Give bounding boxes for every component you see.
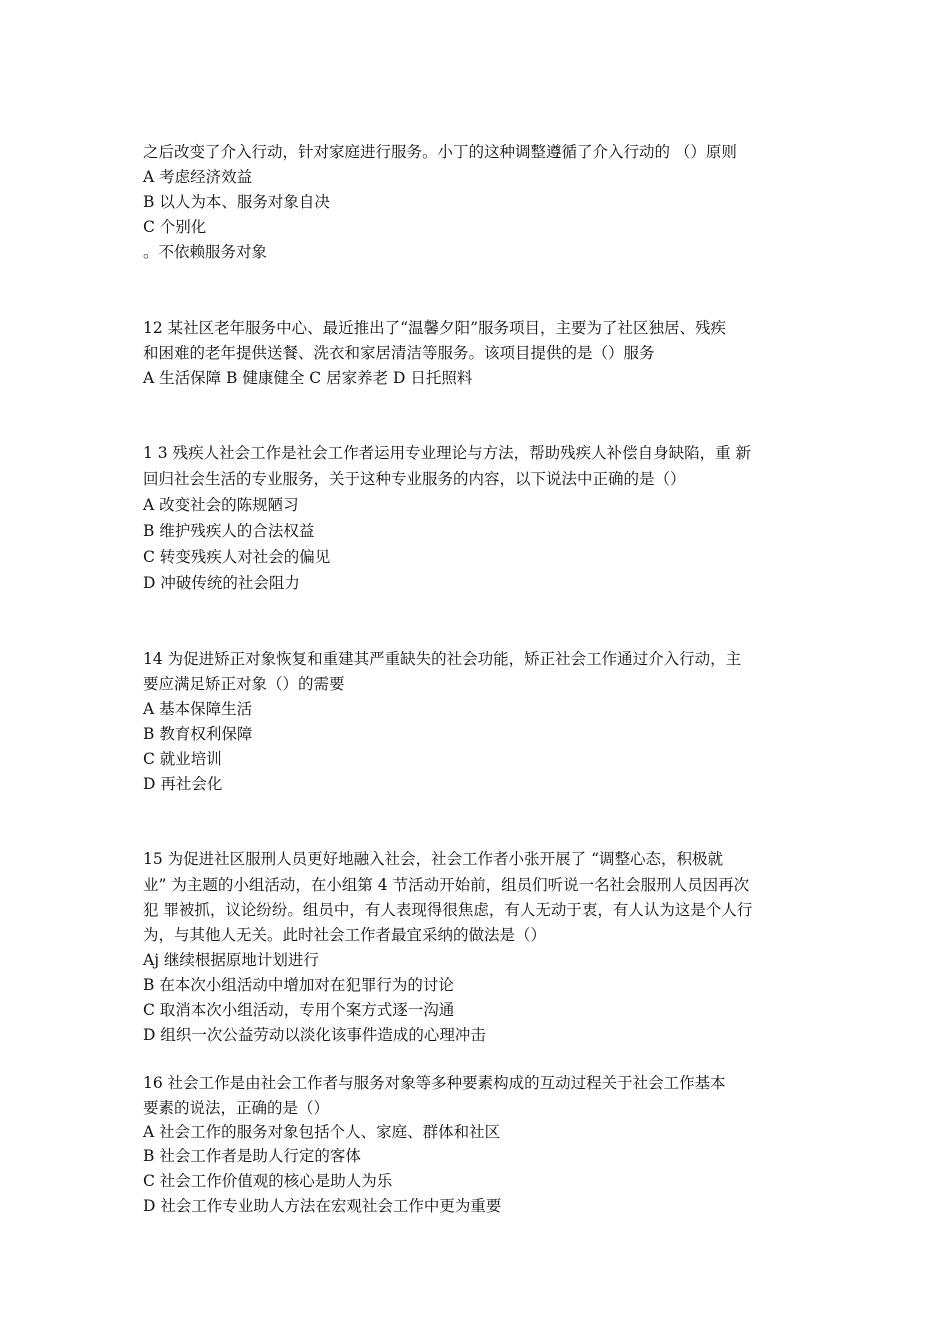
question-12-stem-line-1: 12 某社区老年服务中心、最近推出了“温馨夕阳”服务项目，主要为了社区独居、残疾 xyxy=(143,319,727,337)
question-11-option-a: A 考虑经济效益 xyxy=(143,168,253,186)
question-14-option-a: A 基本保障生活 xyxy=(143,700,253,718)
question-16-option-b: B 社会工作者是助人行定的客体 xyxy=(143,1147,361,1165)
question-13-option-b: B 维护残疾人的合法权益 xyxy=(143,522,315,540)
question-15-option-b: B 在本次小组活动中增加对在犯罪行为的讨论 xyxy=(143,976,454,994)
question-16-stem-line-2: 要素的说法，正确的是（） xyxy=(143,1099,330,1117)
question-16-stem-line-1: 16 社会工作是由社会工作者与服务对象等多种要素构成的互动过程关于社会工作基本 xyxy=(143,1074,726,1092)
question-16-option-a: A 社会工作的服务对象包括个人、家庭、群体和社区 xyxy=(143,1123,501,1141)
question-15-option-a: Aj 继续根据原地计划进行 xyxy=(143,951,319,969)
question-12-options: A 生活保障 B 健康健全 C 居家养老 D 日托照料 xyxy=(143,369,473,387)
question-16-option-d: D 社会工作专业助人方法在宏观社会工作中更为重要 xyxy=(143,1197,502,1215)
question-14-option-d: D 再社会化 xyxy=(143,775,223,793)
question-15-stem-line-1: 15 为促进社区服刑人员更好地融入社会，社会工作者小张开展了 “调整心态，积极就 xyxy=(143,850,724,868)
question-11-option-d: 。不依赖服务对象 xyxy=(143,243,268,261)
question-13-option-a: A 改变社会的陈规陋习 xyxy=(143,496,299,514)
question-15-stem-line-4: 为，与其他人无关。此时社会工作者最宜采纳的做法是（） xyxy=(143,926,547,944)
question-15-option-c: C 取消本次小组活动，专用个案方式逐一沟通 xyxy=(143,1001,455,1019)
question-14-stem-line-2: 要应满足矫正对象（）的需要 xyxy=(143,675,345,693)
question-14-stem-line-1: 14 为促进矫正对象恢复和重建其严重缺失的社会功能，矫正社会工作通过介入行动，主 xyxy=(143,650,742,668)
question-15-option-d: D 组织一次公益劳动以淡化该事件造成的心理冲击 xyxy=(143,1026,486,1044)
question-14-option-b: B 教育权利保障 xyxy=(143,725,253,743)
question-13-stem-line-2: 回归社会生活的专业服务，关于这种专业服务的内容，以下说法中正确的是（） xyxy=(143,470,686,488)
question-11-option-b: B 以人为本、服务对象自决 xyxy=(143,193,330,211)
question-11-stem-line-1: 之后改变了介入行动，针对家庭进行服务。小丁的这种调整遵循了介入行动的 （）原则 xyxy=(143,143,737,161)
question-12-stem-line-2: 和困难的老年提供送餐、洗衣和家居清洁等服务。该项目提供的是（）服务 xyxy=(143,344,655,362)
question-13-option-c: C 转变残疾人对社会的偏见 xyxy=(143,548,331,566)
question-13-option-d: D 冲破传统的社会阻力 xyxy=(143,574,300,592)
question-13-stem-line-1: 1 3 残疾人社会工作是社会工作者运用专业理论与方法，帮助残疾人补偿自身缺陷，重 新 xyxy=(143,444,752,462)
question-15-stem-line-3: 犯 罪被抓，议论纷纷。组员中，有人表现得很焦虑，有人无动于衷，有人认为这是个人行 xyxy=(143,901,753,919)
question-14-option-c: C 就业培训 xyxy=(143,750,222,768)
question-15-stem-line-2: 业” 为主题的小组活动，在小组第 4 节活动开始前，组员们听说一名社会服刑人员因再次 xyxy=(143,876,750,894)
question-16-option-c: C 社会工作价值观的核心是助人为乐 xyxy=(143,1172,393,1190)
question-11-option-c: C 个别化 xyxy=(143,218,207,236)
